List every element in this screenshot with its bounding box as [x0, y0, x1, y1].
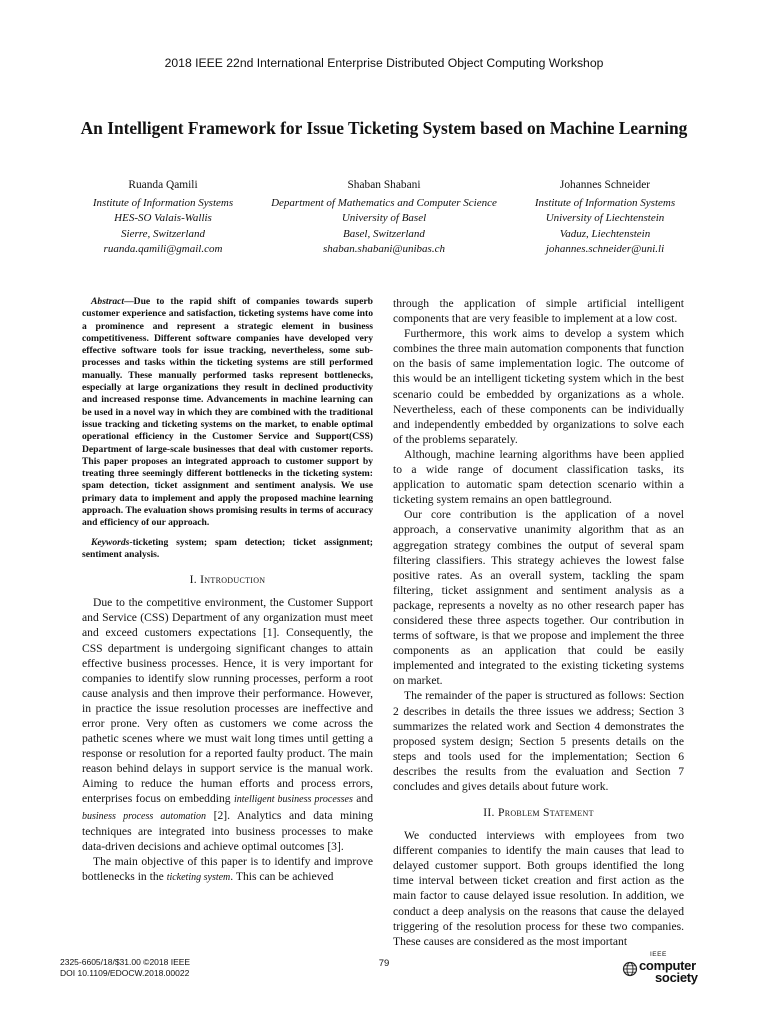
text-run: . This can be achieved [230, 869, 334, 883]
author-name: Johannes Schneider [559, 179, 651, 191]
paper-title: An Intelligent Framework for Issue Ticketing System based on Machine Learning [80, 118, 688, 138]
keywords-text: -ticketing system; spam detection; ticket assignment; sentiment analysis. [82, 536, 373, 560]
author-email: shaban.shabani@unibas.ch [323, 243, 445, 255]
author-location: Sierre, Switzerland [121, 227, 205, 240]
abstract [82, 296, 373, 530]
ieee-computer-society-logo [622, 951, 712, 991]
section-heading-introduction: I. Introduction [189, 573, 266, 587]
author-block [78, 178, 690, 256]
author-name: Ruanda Qamili [128, 179, 198, 191]
author-location: Basel, Switzerland [343, 227, 425, 240]
intro-paragraph-5: Our core contribution is the application of a novel approach, a conservative unanimity algorithm that as an aggregation strategy combines the output of several spam filtering classifiers. This strategy achieves the lowest false positive rates. As an overall system, tackling the spam filtering, ticket assignment and sentiment analysis as a package, represents a novelty as no other research paper has considered these three aspects together. Our contribution in terms of software, is that we propose and implement the three components as an application that could be easily implemented and integrated to the existing ticketing systems on market. [393, 508, 684, 688]
intro-paragraph-4: Although, machine learning algorithms have been applied to a wide range of document classification tasks, its application to automatic spam detection scenario within a ticketing system remains an open battleground. [393, 447, 684, 507]
author-email: johannes.schneider@uni.li [545, 243, 665, 255]
author-affiliation: Department of Mathematics and Computer Science [271, 196, 497, 209]
text-run: Due to the competitive environment, the Customer Support and Service (CSS) Department of any organization must meet and exceed customers expectations [1]. Consequently, the CSS department is undergoing significant changes to attain effective business processes. Hence, it is very important for companies to identify slow running processes, perform a root cause analysis and then improve their performance. However, in practice the issue resolution processes are ineffective and error prone. Very often as customers we come across the pathetic scenes where we must wait long times until getting a response or resolution for a reported faulty product. The main reason behind delays in support service is the manual work. Aiming to reduce the human efforts and process errors, enterprises focus on embedding [82, 596, 373, 806]
logo-society-text: society [655, 970, 698, 985]
page-number: 79 [378, 958, 390, 969]
author-org: HES-SO Valais-Wallis [114, 212, 212, 224]
logo-computer-text: computer [639, 958, 696, 973]
author-name: Shaban Shabani [347, 179, 421, 191]
author-affiliation: Institute of Information Systems [534, 196, 676, 209]
abstract-text: —Due to the rapid shift of companies towards superb customer experience and satisfaction, ticketing systems have come into a prominence and represent a strategic element in business competitiveness. Different software companies have developed very effective software tools for issue tracking, nevertheless, some sub-processes and tasks within the ticketing systems are still performed manually. These manually performed tasks represent bottlenecks, especially at large organizations they result in declined productivity and increased response time. Advancements in machine learning can be used in a novel way in which they are combined with the traditional issue tracking and ticketing systems on the market, to enable optimal operational efficiency in the Customer Service and Support(CSS) Department of large-scale businesses that deal with customer reports. This paper proposes an integrated approach to customer support by treating three seemingly different bottlenecks in the ticketing system: spam detection, ticket assignment and sentiment analysis. We use primary data to implement and apply the proposed machine learning approach. The evaluation shows promising results in terms of accuracy and efficiency of our approach. [82, 296, 373, 529]
author-2 [253, 178, 515, 258]
problem-paragraph-1: We conducted interviews with employees from two different companies to identify the main causes that lead to delayed customer support. Both groups identified the long time interval between ticket creation and first action as the main factor to cause delayed issue resolution. In addition, we conduct a deep analysis on the reasons that cause the delayed triggering of the resolution process for these two companies. These causes are considered as the most important [393, 829, 684, 948]
intro-paragraph-6: The remainder of the paper is structured as follows: Section 2 describes in details the three issues we address; Section 3 summarizes the related work and Section 4 demonstrates the proposed system design; Section 5 presents details on the steps and tools used for the implementation; Section 6 describes the results from the evaluation and Section 7 concludes and gives details about future work. [393, 689, 684, 793]
author-org: University of Liechtenstein [545, 212, 665, 224]
italic-term: intelligent business processes [233, 794, 353, 806]
author-email: ruanda.qamili@gmail.com [103, 243, 223, 255]
keywords-label: Keywords [91, 536, 130, 548]
logo-ieee-text: IEEE [650, 951, 667, 958]
text-run: and [352, 792, 374, 806]
author-1 [78, 178, 248, 258]
author-3 [516, 178, 694, 258]
intro-paragraph-continued: through the application of simple artificial intelligent components that are very feasible to implement at a low cost. [393, 297, 684, 326]
conference-header: 2018 IEEE 22nd International Enterprise Distributed Object Computing Workshop [164, 56, 604, 70]
globe-icon [622, 961, 638, 977]
italic-term: ticketing system [166, 871, 231, 883]
italic-term: business process automation [82, 810, 206, 822]
abstract-label: Abstract [91, 296, 125, 307]
author-location: Vaduz, Liechtenstein [559, 227, 651, 240]
footer-doi: DOI 10.1109/EDOCW.2018.00022 [60, 968, 190, 978]
author-org: University of Basel [341, 212, 427, 224]
section-heading-problem-statement: II. Problem Statement [483, 806, 594, 820]
intro-paragraph-1 [82, 595, 373, 854]
footer-issn: 2325-6605/18/$31.00 ©2018 IEEE [60, 957, 191, 967]
left-column [82, 296, 373, 885]
text-run: [2]. Analytics and data mining techniques are integrated into business processes to make data-driven decisions and achieve optimal outcomes [3]. [82, 808, 373, 853]
keywords [82, 537, 373, 562]
right-column [393, 296, 684, 949]
intro-paragraph-3: Furthermore, this work aims to develop a system which combines the three main automation components that function on the basis of same implementation logic. The outcome of this would be an intelligent ticketing system which in the best scenario could be embedded by organizations as a whole. Nevertheless, each of these components can be individually and independently embedded by organizations to solve each of the problems separately. [393, 327, 684, 446]
text-run: The main objective of this paper is to identify and improve bottlenecks in the [82, 854, 373, 883]
author-affiliation: Institute of Information Systems [92, 196, 234, 209]
intro-paragraph-2 [82, 854, 373, 885]
